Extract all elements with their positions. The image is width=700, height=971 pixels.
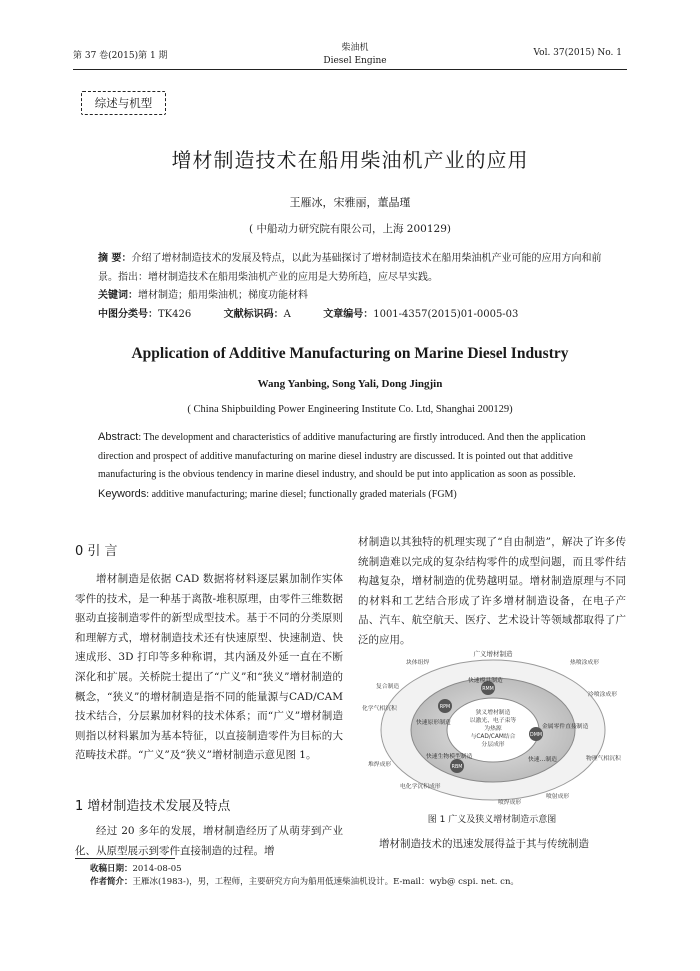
intro-text: 增材制造是依据 CAD 数据将材料逐层累加制作实体零件的技术，是一种基于离散-堆积原理，由零件三维数据驱动直接制造零件的新型成型技术。基于不同的分类原则和理解方式，增材制造技术还有快速原型、快速制造、快速成形、3D 打印等多种称谓，其内涵及外延一直在不断深化和扩展。关桥院士提出了“广义”和“狭义”增材制造的概念，“狭义”的增材制造是指不同的能量源与CAD/CAM 技术结合，分层累加材料的技术体系；而“广义”增材制造则指以材料累加为基本特征，以直接制造零件为目标的大范畴技术群。“广义”及“狭义”增材制造示意见图 1。 (75, 573, 343, 762)
abstract-cn (98, 250, 608, 324)
affiliation-cn: ( 中船动力研究院有限公司，上海 200129) (249, 223, 451, 235)
development-paragraph (75, 822, 343, 861)
outer-label-9: 复合制造 (376, 684, 400, 690)
footnotes (90, 863, 519, 889)
ring-label-3: 金属零件直接制造 (542, 724, 589, 730)
badge-rmm-label: RMM (482, 687, 494, 692)
outer-label-10: 块体组焊 (406, 660, 430, 666)
outer-label-7: 堆焊成形 (368, 762, 392, 768)
header-divider (73, 69, 627, 70)
ring-label-2: 快速原形制造 (416, 720, 451, 726)
keywords-en: : additive manufacturing; marine diesel; functionally graded materials (FGM) (146, 488, 457, 500)
class-value: TK426 (158, 308, 192, 320)
authors-en: Wang Yanbing, Song Yali, Dong Jingjin (257, 378, 443, 390)
abstract-en (98, 428, 608, 504)
article-number-value: 1001-4357(2015)01-0005-03 (373, 308, 519, 320)
right-column-end-paragraph (358, 835, 626, 855)
affiliation-en: ( China Shipbuilding Power Engineering Institute Co. Ltd, Shanghai 200129) (187, 404, 513, 415)
article-number-label: 文章编号： (323, 308, 374, 320)
journal-name-cn: 柴油机 (341, 43, 369, 53)
section-heading-intro: 0 引 言 (75, 544, 118, 559)
journal-volume: 第 37 卷(2015)第 1 期 (73, 51, 168, 61)
authors-cn: 王雁冰，宋雅丽，董晶瑾 (289, 196, 411, 209)
journal-name-en: Diesel Engine (323, 56, 387, 66)
figure-1-diagram (360, 648, 626, 808)
abstract-text-cn: 介绍了增材制造技术的发展及特点，以此为基础探讨了增材制造技术在船用柴油机产业可能的应用方向和前景。指出：增材制造技术在船用柴油机产业的应用是大势所趋，应尽早实践。 (98, 253, 602, 283)
category-label: 综述与机型 (81, 91, 166, 115)
ring-label-5: 快速…制造 (528, 757, 557, 763)
inner-text-5: 分层成形 (481, 742, 505, 748)
section-heading-development: 1 增材制造技术发展及特点 (75, 799, 231, 814)
doc-code-label: 文献标识码： (223, 308, 284, 320)
continued-end-text: 增材制造技术的迅速发展得益于其与传统制造 (379, 838, 589, 850)
inner-text-2: 以激光、电子束等 (469, 718, 517, 724)
inner-text-1: 狭义增材制造 (475, 710, 511, 716)
badge-dmm-label: DMM (530, 733, 542, 738)
outer-label-5: 喷焊成形 (498, 800, 522, 806)
outer-label-1: 热喷涂成形 (570, 660, 599, 666)
author-bio-label: 作者简介： (90, 877, 133, 887)
paper-title-en: Application of Additive Manufacturing on Marine Diesel Industry (131, 345, 569, 362)
keywords-label-cn: 关键词： (98, 290, 138, 301)
outer-label-2: 冷喷涂成形 (588, 692, 617, 698)
ring-label-4: 快速生物模型制造 (426, 754, 473, 760)
outer-label-6: 电化学沉积成形 (400, 784, 441, 790)
right-column-paragraph (358, 533, 626, 651)
doc-code-value: A (283, 308, 291, 320)
figure-1-caption: 图 1 广义及狭义增材制造示意图 (427, 815, 557, 825)
outer-title: 广义增材制造 (473, 650, 513, 658)
class-label: 中图分类号： (98, 308, 158, 320)
outer-label-3: 物理气相沉积 (586, 756, 621, 762)
intro-paragraph (75, 570, 343, 766)
badge-rbm-label: RBM (451, 765, 463, 770)
abstract-label-en: Abstract (98, 431, 139, 443)
inner-text-3: 为热源 (484, 726, 502, 732)
author-bio: 王雁冰(1983-)，男，工程师，主要研究方向为船用低速柴油机设计。E-mail：wyb@ cspi. net. cn。 (132, 877, 519, 887)
journal-volume-en: Vol. 37(2015) No. 1 (533, 48, 622, 58)
footnote-divider (75, 858, 175, 859)
continued-text: 材制造以其独特的机理实现了“自由制造”，解决了许多传统制造难以完成的复杂结构零件的成型问题，而且零件结构越复杂，增材制造的优势越明显。增材制造原理与不同的材料和工艺结合形成了许多增材制造设备，在电子产品、汽车、航空航天、医疗、艺术设计等领域都取得了广泛的应用。 (358, 536, 626, 646)
keywords-cn: 增材制造；船用柴油机；梯度功能材料 (138, 290, 308, 301)
journal-name (300, 42, 410, 68)
keywords-label-en: Keywords (98, 487, 147, 500)
paper-title-cn: 增材制造技术在船用柴油机产业的应用 (171, 148, 529, 172)
abstract-label-cn: 摘 要： (98, 253, 132, 264)
development-text: 经过 20 多年的发展，增材制造经历了从萌芽到产业化、从原型展示到零件直接制造的过程。增 (75, 825, 343, 857)
outer-label-8: 化学气相沉积 (362, 706, 397, 712)
received-date: 2014-08-05 (132, 864, 182, 874)
ring-label-1: 快速模具制造 (468, 678, 503, 684)
inner-text-4: 与CAD/CAM结合 (470, 734, 516, 740)
badge-rpm-label: RPM (439, 705, 451, 710)
abstract-text-en: : The development and characteristics of additive manufacturing are firstly introduced. And then the application direction and prospect of additive manufacturing on marine diesel industry are discussed. It is pointed out that additive manufacturing is the obvious tendency in marine diesel industry, and should be put into application as soon as possible. (98, 432, 586, 480)
outer-label-4: 喷射成形 (546, 794, 570, 800)
received-label: 收稿日期： (90, 864, 133, 874)
